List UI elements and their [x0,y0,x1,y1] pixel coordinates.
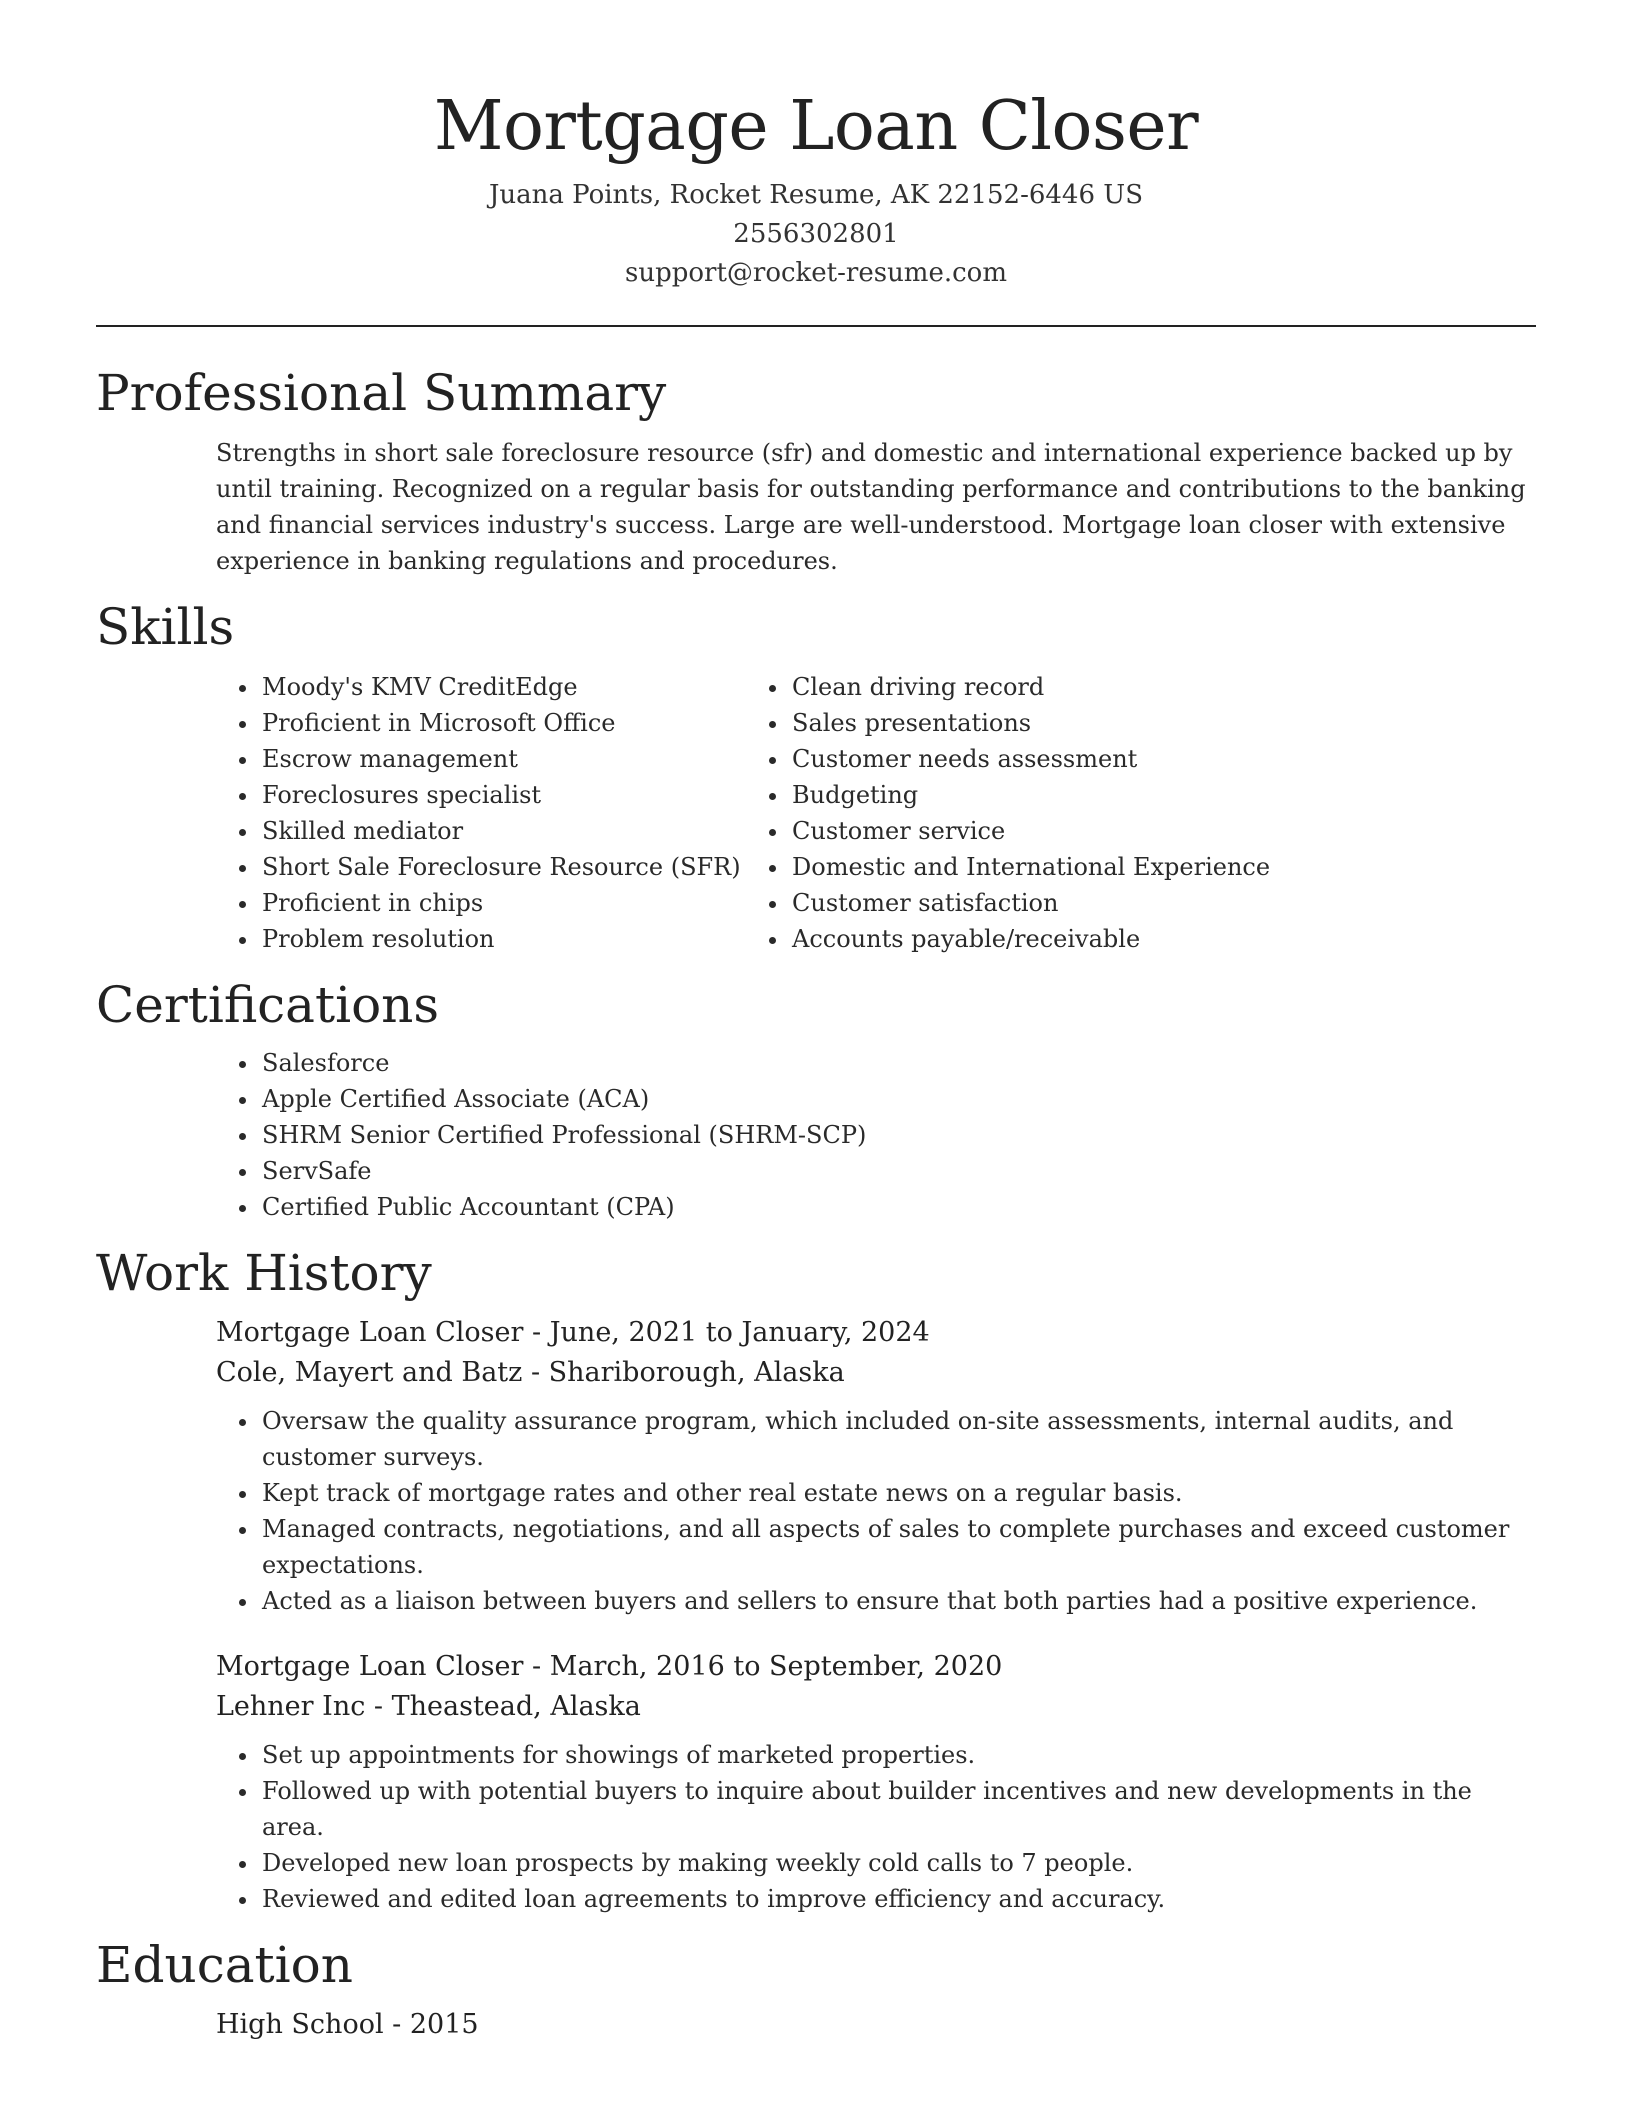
summary-text: Strengths in short sale foreclosure resource (sfr) and domestic and international experience backed up by until training. Recognized on a regular basis for outstanding performance and contributions to the banking and financial services industry's success. Large are well-understood. Mortgage loan closer with extensive experience in banking regulations and procedures. [216,439,1526,575]
job-entry [96,1313,1536,1619]
job-bullet: • Oversaw the quality assurance program, which included on-site assessments, internal audits, and customer surveys. [260,1403,1536,1475]
job-bullet: • Followed up with potential buyers to inquire about builder incentives and new developments in the area. [260,1773,1536,1845]
contact-info [96,176,1536,293]
certifications-section [96,973,1536,1225]
header-divider [96,325,1536,327]
summary-title: Professional Summary [96,364,667,422]
job-company: Lehner Inc - Theastead, Alaska [216,1691,641,1722]
skill-item: • Foreclosures specialist [260,777,746,813]
job-entry [96,1647,1536,1917]
education-entry-heading: High School - 2015 [216,2009,479,2040]
job-heading: Mortgage Loan Closer - March, 2016 to September, 2020 [216,1651,1003,1682]
resume-header [96,0,1536,293]
skills-section [96,595,1536,957]
contact-phone: 2556302801 [733,219,899,249]
work-history-section [96,1241,1536,1917]
job-bullet: • Set up appointments for showings of marketed properties. [260,1737,1536,1773]
resume-name: Mortgage Loan Closer [433,87,1199,166]
education-title: Education [96,1936,353,1994]
job-bullet: • Developed new loan prospects by making weekly cold calls to 7 people. [260,1845,1536,1881]
resume-page [96,0,1536,2045]
skill-item: • Customer needs assessment [790,741,1270,777]
education-section [96,1933,1536,2045]
certification-item: • SHRM Senior Certified Professional (SHRM-SCP) [260,1117,1536,1153]
skills-list-right [746,669,1270,957]
skill-item: • Skilled mediator [260,813,746,849]
skill-item: • Short Sale Foreclosure Resource (SFR) [260,849,746,885]
job-bullet: • Acted as a liaison between buyers and sellers to ensure that both parties had a positive experience. [260,1583,1536,1619]
job-heading: Mortgage Loan Closer - June, 2021 to January, 2024 [216,1317,930,1348]
skill-item: • Problem resolution [260,921,746,957]
skill-item: • Sales presentations [790,705,1270,741]
skill-item: • Budgeting [790,777,1270,813]
certifications-list [96,1045,1536,1225]
job-bullet: • Kept track of mortgage rates and other real estate news on a regular basis. [260,1475,1536,1511]
job-bullet: • Reviewed and edited loan agreements to improve efficiency and accuracy. [260,1881,1536,1917]
skill-item: • Customer service [790,813,1270,849]
skill-item: • Escrow management [260,741,746,777]
skill-item: • Proficient in chips [260,885,746,921]
job-company: Cole, Mayert and Batz - Shariborough, Alaska [216,1357,845,1388]
contact-address: Juana Points, Rocket Resume, AK 22152-6446 US [488,180,1144,210]
job-bullet: • Managed contracts, negotiations, and all aspects of sales to complete purchases and exceed customer expectations. [260,1511,1536,1583]
job-bullets [96,1737,1536,1917]
skills-columns [96,669,1536,957]
skill-item: • Customer satisfaction [790,885,1270,921]
work-history-title: Work History [96,1244,432,1302]
skills-list-left [96,669,746,957]
skill-item: • Accounts payable/receivable [790,921,1270,957]
summary-section [96,361,1536,579]
certification-item: • Apple Certified Associate (ACA) [260,1081,1536,1117]
job-bullets [96,1403,1536,1619]
certifications-title: Certifications [96,976,440,1034]
certification-item: • Certified Public Accountant (CPA) [260,1189,1536,1225]
skills-title: Skills [96,598,235,656]
contact-email: support@rocket-resume.com [624,258,1007,288]
skill-item: • Clean driving record [790,669,1270,705]
skill-item: • Moody's KMV CreditEdge [260,669,746,705]
certification-item: • Salesforce [260,1045,1536,1081]
skill-item: • Domestic and International Experience [790,849,1270,885]
certification-item: • ServSafe [260,1153,1536,1189]
skill-item: • Proficient in Microsoft Office [260,705,746,741]
